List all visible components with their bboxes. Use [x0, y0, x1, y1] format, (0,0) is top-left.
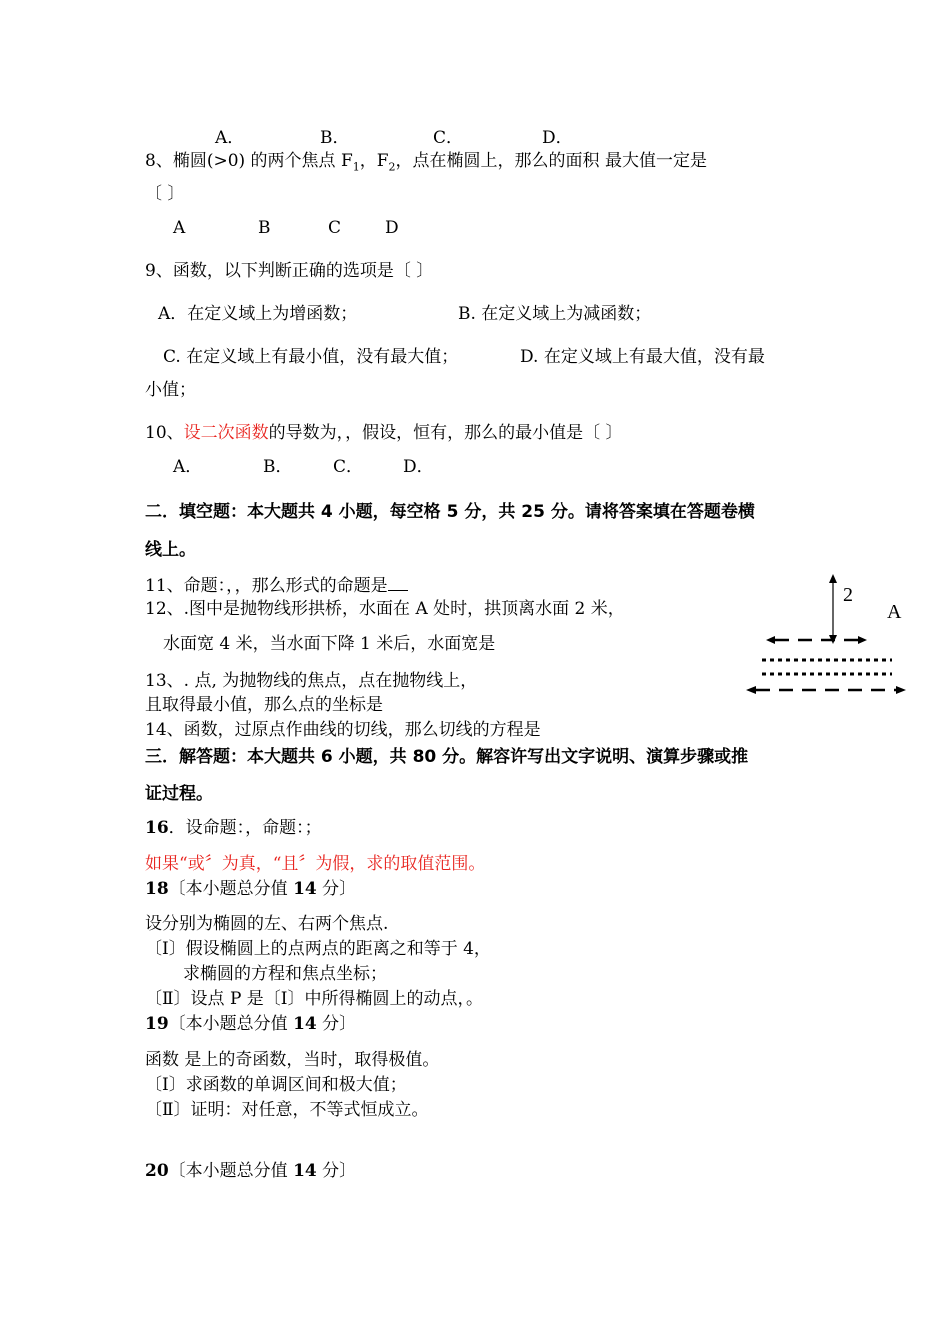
q18-part1: 〔Ⅰ〕假设椭圆上的点两点的距离之和等于 4，	[145, 939, 491, 959]
q16-stem: 16．设命题：，命题：；	[145, 818, 322, 838]
bridge-diagram	[740, 570, 920, 710]
q7-option-a: A．	[215, 128, 245, 148]
q9-option-d-continued: 小值；	[145, 380, 196, 400]
q10-option-d: D．	[403, 457, 434, 477]
q9-option-d: D. 在定义域上有最大值，没有最	[520, 347, 765, 367]
q13-line1: 13、. 点, 为抛物线的焦点，点在抛物线上，	[145, 671, 478, 691]
section3-heading: 三．解答题：本大题共 6 小题，共 80 分。解容许写出文字说明、演算步骤或推	[145, 747, 749, 767]
q11: 11、命题：，，那么形式的命题是	[145, 574, 408, 597]
section2-heading-cont: 线上。	[145, 540, 196, 560]
q8-option-b: B	[258, 218, 271, 238]
q16-condition: 如果“或〞为真，“且〞为假，求的取值范围。	[145, 854, 486, 874]
height-arrow-up	[829, 574, 837, 583]
q8-option-c: C	[328, 218, 342, 238]
q18-part2: 〔Ⅱ〕设点 P 是〔Ⅰ〕中所得椭圆上的动点，。	[145, 989, 484, 1009]
q19-header: 19〔本小题总分值 14 分〕	[145, 1014, 357, 1034]
q19-line1: 函数 是上的奇函数，当时，取得极值。	[145, 1050, 440, 1070]
q11-answer-blank[interactable]	[388, 574, 408, 591]
q9-stem: 9、函数，以下判断正确的选项是〔 〕	[145, 261, 434, 281]
q10-option-a: A．	[173, 457, 203, 477]
water-low-arrow-left	[746, 686, 756, 694]
q10-stem: 10、设二次函数的导数为，，假设，恒有，那么的最小值是〔 〕	[145, 423, 623, 443]
q7-option-b: B．	[320, 128, 350, 148]
q12-line1: 12、.图中是抛物线形拱桥，水面在 A 处时，拱顶离水面 2 米，	[145, 599, 625, 619]
q9-option-a: A．在定义域上为增函数；	[158, 304, 358, 324]
q18-line1: 设分别为椭圆的左、右两个焦点.	[145, 914, 389, 934]
q8-stem: 8、椭圆(>0) 的两个焦点 $F_1$，$F_2$，点在椭圆上，那么的面积 最大值一定是	[145, 151, 707, 174]
q7-option-c: C．	[433, 128, 464, 148]
water-a-arrow-right	[858, 636, 867, 644]
water-a-arrow-left	[766, 636, 775, 644]
q19-part1: 〔Ⅰ〕求函数的单调区间和极大值；	[145, 1075, 407, 1095]
q8-option-a: A	[173, 218, 186, 238]
q10-option-c: C．	[333, 457, 364, 477]
section2-heading: 二．填空题：本大题共 4 小题，每空格 5 分，共 25 分。请将答案填在答题卷横	[145, 502, 755, 522]
height-label: 2	[843, 584, 853, 606]
q18-part1-cont: 求椭圆的方程和焦点坐标；	[183, 964, 387, 984]
q14: 14、函数，过原点作曲线的切线，那么切线的方程是	[145, 720, 541, 740]
water-low-arrow-right	[896, 686, 906, 694]
q19-part2: 〔Ⅱ〕证明：对任意，不等式恒成立。	[145, 1100, 429, 1120]
q8-option-d: D	[385, 218, 399, 238]
q10-option-b: B．	[263, 457, 293, 477]
q9-option-c: C. 在定义域上有最小值，没有最大值；	[163, 347, 459, 367]
q8-bracket: 〔 〕	[145, 184, 185, 204]
q7-option-d: D．	[542, 128, 573, 148]
q9-option-b: B. 在定义域上为减函数；	[458, 304, 652, 324]
bridge-figure	[740, 570, 920, 710]
point-a-label: A	[887, 601, 902, 623]
q12-line2: 水面宽 4 米，当水面下降 1 米后，水面宽是	[163, 634, 496, 654]
q18-header: 18〔本小题总分值 14 分〕	[145, 879, 357, 899]
section3-heading-cont: 证过程。	[145, 784, 213, 804]
q20-header: 20〔本小题总分值 14 分〕	[145, 1161, 357, 1181]
q13-line2: 且取得最小值，那么点的坐标是	[145, 695, 383, 715]
